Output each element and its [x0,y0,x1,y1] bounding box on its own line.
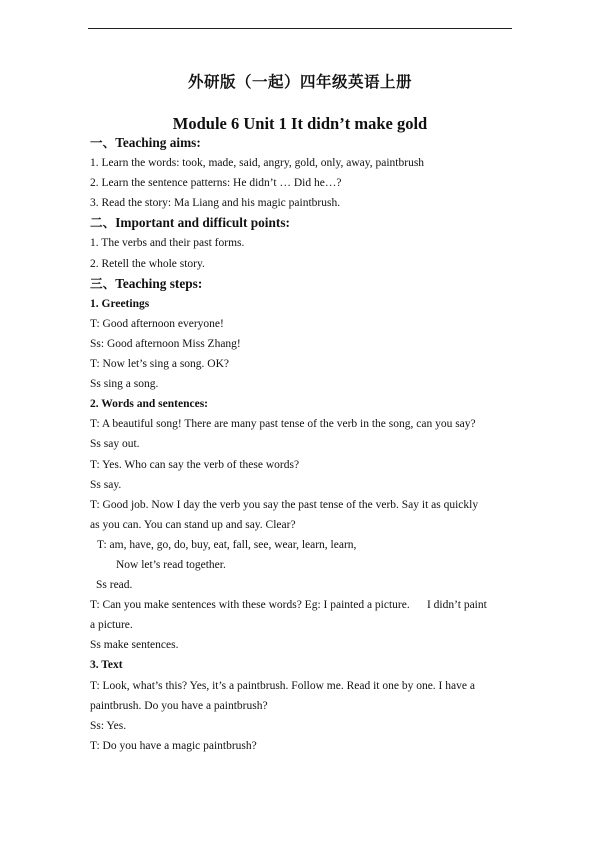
section-number: 二、 [90,215,116,231]
dialogue-line: T: Do you have a magic paintbrush? [90,739,257,752]
dialogue-line: Now let’s read together. [116,558,226,571]
dialogue-line: Ss say out. [90,438,140,451]
dialogue-line: T: Good afternoon everyone! [90,317,224,330]
document-body [90,133,515,756]
dialogue-line: Ss say. [90,478,122,491]
section-heading-aims [90,133,515,153]
dialogue-line: paintbrush. Do you have a paintbrush? [90,699,268,712]
point-item: 2. Retell the whole story. [90,257,205,270]
step-heading-words: 2. Words and sentences: [90,398,208,411]
aim-item: 2. Learn the sentence patterns: He didn’t … Did he…? [90,177,342,190]
dialogue-line: a picture. [90,619,133,632]
aim-item: 1. Learn the words: took, made, said, angry, gold, only, away, paintbrush [90,157,425,170]
header-rule [88,28,512,29]
dialogue-line: T: am, have, go, do, buy, eat, fall, see, wear, learn, learn, [97,538,357,551]
dialogue-line: Ss: Good afternoon Miss Zhang! [90,337,241,350]
dialogue-line: Ss make sentences. [90,639,179,652]
step-heading-greetings: 1. Greetings [90,297,150,310]
section-heading-steps [90,274,515,294]
document-header-title: 外研版（一起）四年级英语上册 [187,73,412,91]
module-title: Module 6 Unit 1 It didn’t make gold [172,114,428,133]
section-title: Important and difficult points: [115,215,290,231]
dialogue-line: T: Good job. Now I day the verb you say the past tense of the verb. Say it as quickly [90,498,479,511]
step-heading-text: 3. Text [90,659,123,672]
dialogue-line: Ss: Yes. [90,719,127,732]
aim-item: 3. Read the story: Ma Liang and his magic paintbrush. [90,197,341,210]
dialogue-line: Ss read. [96,579,133,592]
dialogue-line: Ss sing a song. [90,378,159,391]
dialogue-line: T: Can you make sentences with these words? Eg: I painted a picture. I didn’t paint [90,599,487,612]
dialogue-line: T: Look, what’s this? Yes, it’s a paintbrush. Follow me. Read it one by one. I have a [90,679,475,692]
section-title: Teaching aims: [115,135,201,150]
dialogue-line: T: Yes. Who can say the verb of these words? [90,458,300,471]
dialogue-line: T: A beautiful song! There are many past tense of the verb in the song, can you say? [90,418,476,431]
dialogue-line: as you can. You can stand up and say. Clear? [90,518,296,531]
section-heading-points [90,213,515,233]
point-item: 1. The verbs and their past forms. [90,237,245,250]
section-title: Teaching steps: [115,275,203,291]
section-number: 三、 [90,275,116,291]
section-number: 一、 [90,135,116,150]
dialogue-line: T: Now let’s sing a song. OK? [90,358,230,371]
